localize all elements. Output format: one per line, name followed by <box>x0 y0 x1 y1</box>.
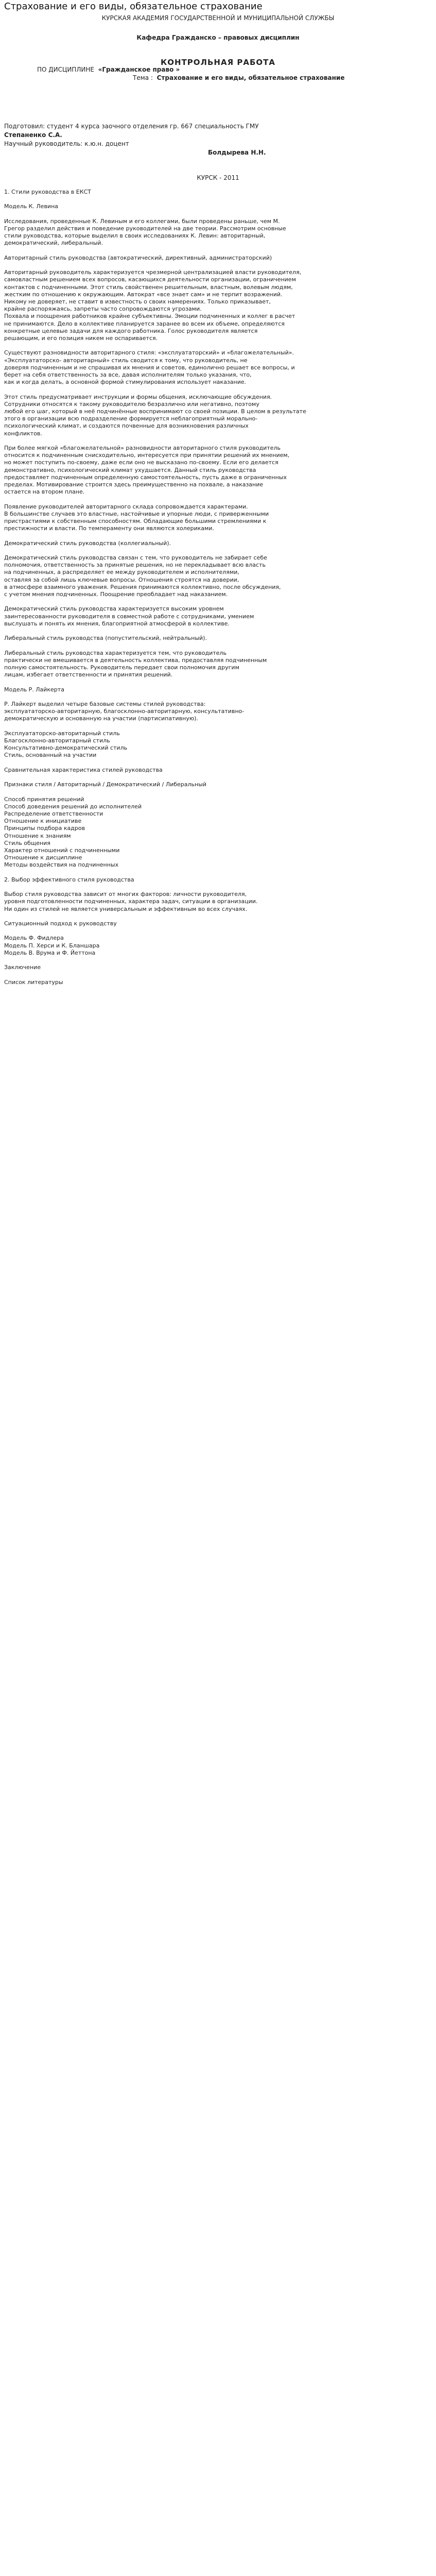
body-line: Демократический стиль руководства характеризуется высоким уровнем <box>4 605 224 613</box>
topic-line <box>133 74 344 81</box>
body-line: В большинстве случаев это властные, настойчивые и упорные люди, с приверженными <box>4 510 269 517</box>
body-line: Список литературы <box>4 978 63 986</box>
body-line: Способ принятия решений <box>4 795 84 803</box>
body-line: заинтересованности руководителя в совместной работе с сотрудниками, умением <box>4 613 254 620</box>
body-line: любой его шаг, который в неё подчинённые воспринимают со своей позиции. В целом в результате <box>4 408 306 415</box>
body-line: но может поступить по-своему, даже если оно не высказано по-своему. Если его делается <box>4 459 278 466</box>
body-line: Эксплуататорско-авторитарный стиль <box>4 730 120 737</box>
body-line: 1. Стили руководства в ЕКСТ <box>4 189 91 195</box>
discipline-line <box>37 66 180 73</box>
body-line: лицам, избегает ответственности и принятия решений. <box>4 671 173 679</box>
body-line: Никому не доверяет, не ставит в известность о своих намерениях. Только приказывает, <box>4 298 271 305</box>
body-line: пределах. Мотивирование строится здесь преимущественно на похвале, а наказание <box>4 481 264 488</box>
body-line: демократическую и основанную на участии (партисипативную). <box>4 715 198 722</box>
body-line: этого в организации всю подразделение формируется неблагоприятный морально- <box>4 415 258 422</box>
body-line: Сотрудники относятся к такому руководителю безразлично или негативно, поэтому <box>4 400 259 408</box>
body-line: Характер отношений с подчиненными <box>4 847 120 854</box>
body-line: Либеральный стиль руководства характеризуется тем, что руководитель <box>4 649 226 656</box>
body-line: не принимаются. Дело в коллективе планируется заранее во всем их объеме, определяются <box>4 320 285 327</box>
body-line: полномочия, ответственность за принятые решения, но не перекладывает всю власть <box>4 562 266 569</box>
body-line: Модель Ф. Фидлера <box>4 935 64 942</box>
body-line: Выбор стиля руководства зависит от многих факторов: личности руководителя, <box>4 891 247 898</box>
body-line: Модель Р. Лайкерта <box>4 686 64 693</box>
body-line: пристрастиями к собственным способностям. Обладающие большими стремлениями к <box>4 518 267 524</box>
body-line: стили руководства, которые выделил в своих исследованиях К. Левин: авторитарный, <box>4 232 266 240</box>
body-line: Авторитарный стиль руководства (автократический, директивный, администраторский) <box>4 254 272 261</box>
body-line: практически не вмешивается в деятельность коллектива, предоставляя подчиненным <box>4 656 267 664</box>
body-line: Исследования, проведенные К. Левиным и его коллегами, были проведены раньше, чем М. <box>4 217 280 225</box>
university-name: КУРСКАЯ АКАДЕМИЯ ГОСУДАРСТВЕННОЙ И МУНИЦИПАЛЬНОЙ СЛУЖБЫ <box>101 14 335 22</box>
body-line: Заключение <box>4 964 41 971</box>
body-line: Р. Лайкерт выделил четыре базовые системы стилей руководства: <box>4 701 206 707</box>
body-line: Модель К. Левина <box>4 203 59 210</box>
body-line: решающим, и его позиция никем не оспаривается. <box>4 335 158 342</box>
work-type-heading: КОНТРОЛЬНАЯ РАБОТА <box>161 58 275 67</box>
body-line: демонстративно, психологический климат ухудшается. Данный стиль руководства <box>4 466 256 473</box>
body-line: Отношение к дисциплине <box>4 854 82 861</box>
body-line: Методы воздействия на подчиненных <box>4 861 119 869</box>
body-line: конфликтов. <box>4 430 42 437</box>
body-line: Признаки стиля / Авторитарный / Демократический / Либеральный <box>4 781 207 788</box>
body-line: Отношение к знаниям <box>4 832 71 839</box>
body-line: жестким по отношению к окружающим. Автократ «все знает сам» и не терпит возражений. <box>4 291 283 298</box>
body-line: Способ доведения решений до исполнителей <box>4 803 142 810</box>
page-title: Страхование и его виды, обязательное страхование <box>4 1 263 12</box>
body-line: психологический климат, и создаются почвенные для возникновения различных <box>4 422 249 430</box>
body-line: 2. Выбор эффективного стиля руководства <box>4 876 134 883</box>
body-line: Похвала и поощрения работников крайне субъективны. Эмоции подчиненных и коллег в расчет <box>4 313 295 320</box>
body-line: Консультативно-демократический стиль <box>4 744 128 752</box>
body-line: эксплуататорско-авторитарную, благосклонно-авторитарную, консультативно- <box>4 708 245 715</box>
body-line: уровня подготовленности подчиненных, характера задач, ситуации в организации. <box>4 898 258 905</box>
body-line: на подчиненных, а распределяет ее между руководителем и исполнителями, <box>4 569 239 576</box>
body-line: Ситуационный подход к руководству <box>4 920 117 927</box>
body-line: демократический, либеральный. <box>4 240 103 247</box>
body-line: как и когда делать, а основной формой стимулирования использует наказание. <box>4 379 247 386</box>
advisor-line: Научный руководитель: к.ю.н. доцент <box>4 140 129 147</box>
body-line: Авторитарный руководитель характеризуется чрезмерной централизацией власти руководителя, <box>4 269 302 276</box>
body-line: с учетом мнения подчиненных. Поощрение преобладает над наказанием. <box>4 591 228 598</box>
body-line: Этот стиль предусматривает инструкции и формы общения, исключающие обсуждения. <box>4 393 272 400</box>
body-line: крайне распоряжаясь, запреты часто сопровождаются угрозами. <box>4 306 202 313</box>
body-line: Стиль общения <box>4 839 50 846</box>
body-line: Появление руководителей авторитарного склада сопровождается характерами. <box>4 503 248 510</box>
body-line: оставляя за собой лишь ключевые вопросы. Отношения строятся на доверии, <box>4 576 239 583</box>
body-line: самовластным решением всех вопросов, касающихся деятельности организации, ограничением <box>4 276 296 283</box>
body-line: в атмосфере взаимного уважения. Решения принимаются коллективно, после обсуждения, <box>4 583 281 590</box>
city-year: КУРСК - 2011 <box>197 174 239 181</box>
body-line: престижности и власти. По темпераменту они являются холериками. <box>4 525 214 532</box>
body-line: предоставляет подчиненным определенную самостоятельность, пусть даже в ограниченных <box>4 473 287 481</box>
topic-label: Тема : <box>133 74 153 81</box>
body-line: Распределение ответственности <box>4 810 103 817</box>
body-line: Либеральный стиль руководства (попустительский, нейтральный). <box>4 635 207 642</box>
body-line: Благосклонно-авторитарный стиль <box>4 737 110 744</box>
topic-value: Страхование и его виды, обязательное страхование <box>156 74 345 81</box>
body-line: Сравнительная характеристика стилей руководства <box>4 766 163 773</box>
body-line: полную самостоятельность. Руководитель передает свои полномочия другим <box>4 664 239 671</box>
body-line: При более мягкой «благожелательной» разновидности авторитарного стиля руководитель <box>4 445 281 451</box>
body-line: Модель П. Херси и К. Бланшара <box>4 942 100 949</box>
body-line: относится к подчиненным снисходительно, интересуется при принятии решений их мнением, <box>4 452 290 459</box>
department-name: Кафедра Гражданско – правовых дисциплин <box>136 34 300 41</box>
advisor-name: Болдырева Н.Н. <box>208 149 266 156</box>
body-line: конкретные целевые задачи для каждого работника. Голос руководителя является <box>4 327 258 334</box>
body-line: «Эксплуататорско- авторитарный» стиль сводится к тому, что руководитель, не <box>4 357 248 364</box>
body-line: Демократический стиль руководства (коллегиальный). <box>4 539 171 547</box>
body-line: Модель В. Врума и Ф. Йеттона <box>4 949 96 956</box>
discipline-label: ПО ДИСЦИПЛИНЕ <box>37 66 94 73</box>
body-line: выслушать и понять их мнения, благоприятной атмосферой в коллективе. <box>4 620 230 627</box>
body-line: Отношение к инициативе <box>4 818 82 825</box>
body-line: доверяя подчиненным и не спрашивая их мнения и советов, единолично решает все вопросы, и <box>4 364 295 371</box>
body-line: остается на втором плане. <box>4 488 85 496</box>
body-line: контактов с подчиненными. Этот стиль свойственен решительным, властным, волевым людям, <box>4 283 293 291</box>
body-line: Принципы подбора кадров <box>4 825 85 832</box>
student-line: Подготовил: студент 4 курса заочного отделения гр. 667 специальность ГМУ <box>4 123 259 130</box>
body-line: Демократический стиль руководства связан с тем, что руководитель не забирает себе <box>4 554 267 561</box>
student-name: Степаненко С.А. <box>4 131 62 139</box>
body-line: Грегор разделил действия и поведение руководителей на две теории. Рассмотрим основные <box>4 225 286 232</box>
body-line: Стиль, основанный на участии <box>4 752 97 759</box>
body-line: берет на себя ответственность за все, давая исполнителям только указания, что, <box>4 371 252 378</box>
body-line: Ни один из стилей не является универсальным и эффективным во всех случаях. <box>4 905 248 912</box>
discipline-value: «Гражданское право » <box>98 66 180 73</box>
body-line: Существуют разновидности авторитарного стиля: «эксплуататорский» и «благожелательный». <box>4 349 294 357</box>
